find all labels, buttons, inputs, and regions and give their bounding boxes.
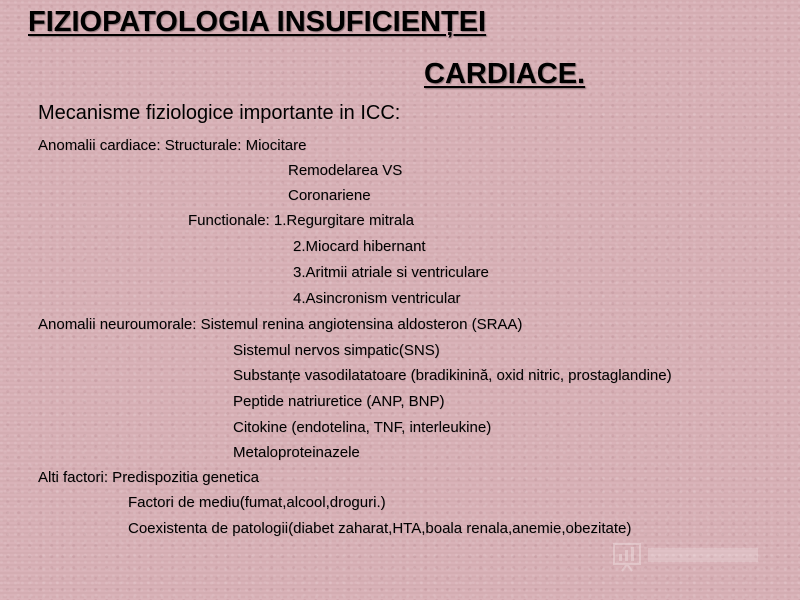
text-line-factori-de-mediu: Factori de mediu(fumat,alcool,droguri.) [128, 494, 386, 511]
text-line-peptide-natriuretice: Peptide natriuretice (ANP, BNP) [233, 393, 445, 410]
text-line-coronariene: Coronariene [288, 187, 371, 204]
text-line-functionale: Functionale: 1.Regurgitare mitrala [188, 212, 414, 229]
text-line-anomalii-cardiace: Anomalii cardiace: Structurale: Miocitare [38, 137, 307, 154]
text-line-aritmii: 3.Aritmii atriale si ventriculare [293, 264, 489, 281]
text-line-coexistenta: Coexistenta de patologii(diabet zaharat,HTA,boala renala,anemie,obezitate) [128, 520, 632, 537]
text-line-remodelarea-vs: Remodelarea VS [288, 162, 403, 179]
text-line-alti-factori: Alti factori: Predispozitia genetica [38, 469, 259, 486]
text-line-sns: Sistemul nervos simpatic(SNS) [233, 342, 440, 359]
text-line-substante-vasodilatatoare: Substanțe vasodilatatoare (bradikinină, oxid nitric, prostaglandine) [233, 367, 672, 384]
text-line-asincronism: 4.Asincronism ventricular [293, 290, 461, 307]
slide-subtitle: Mecanisme fiziologice importante in ICC: [38, 102, 401, 124]
text-line-anomalii-neuroumorale: Anomalii neuroumorale: Sistemul renina angiotensina aldosteron (SRAA) [38, 316, 523, 333]
slide-title-line-2: CARDIACE. [424, 58, 586, 90]
text-line-miocard-hibernant: 2.Miocard hibernant [293, 238, 426, 255]
text-line-metaloproteinazele: Metaloproteinazele [233, 444, 360, 461]
text-line-citokine: Citokine (endotelina, TNF, interleukine) [233, 419, 492, 436]
slide-title-line-1: FIZIOPATOLOGIA INSUFICIENȚEI [28, 6, 487, 38]
watermark-logo-icon [612, 538, 762, 572]
